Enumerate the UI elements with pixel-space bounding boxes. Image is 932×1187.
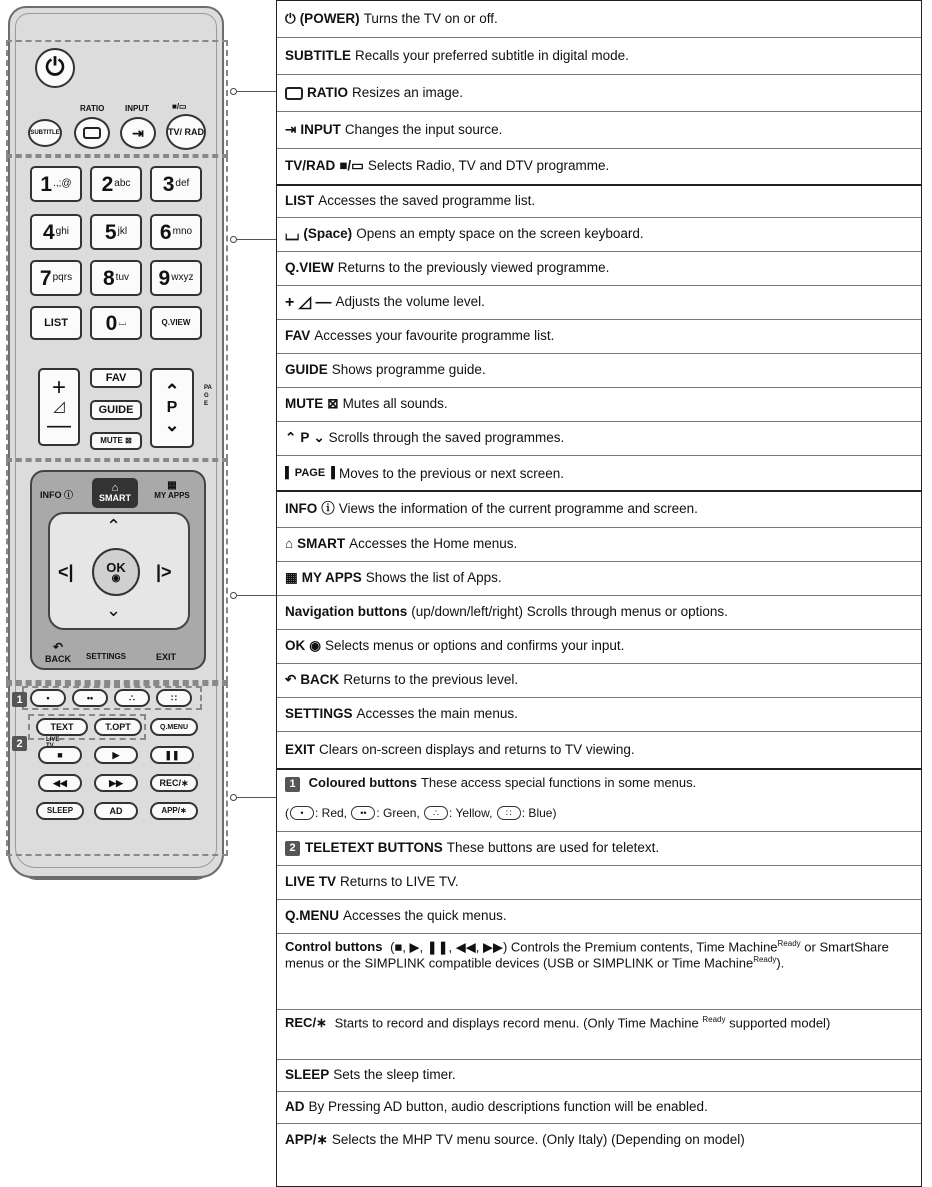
fav-button: FAV	[90, 368, 142, 388]
app-button: APP/∗	[150, 802, 198, 820]
row-tvrad: TV/RAD ■/▭ Selects Radio, TV and DTV programme.	[285, 158, 610, 174]
programme-up-icon: ⌃	[164, 381, 180, 401]
connector-line-2	[237, 239, 276, 240]
section-colour-control	[277, 770, 921, 1186]
row-subtitle: SUBTITLE Recalls your preferred subtitle in digital mode.	[277, 38, 921, 75]
space-icon: ⌴	[285, 223, 300, 244]
row-rec: REC/∗ Starts to record and displays record menu. (Only Time Machine $^{Ready}$ supported model)	[277, 1010, 921, 1060]
row-back: ↶ BACK Returns to the previous level.	[277, 664, 921, 698]
blue-button-icon: ∷	[497, 806, 521, 820]
input-label: INPUT	[125, 104, 149, 113]
text-button: TEXT	[36, 718, 88, 736]
control-symbols: (■, ▶, ❚❚, ◀◀, ▶▶)	[390, 939, 508, 955]
connector-line-4	[237, 797, 276, 798]
row-navigation: Navigation buttons (up/down/left/right) Scrolls through menus or options.	[277, 596, 921, 630]
number-button-2: 2 abc	[90, 166, 142, 202]
mute-icon: ⊠	[327, 396, 339, 412]
list-button: LIST	[30, 306, 82, 340]
input-icon: ⇥	[132, 125, 144, 141]
page-icon: ▌ PAGE ▐	[285, 467, 335, 480]
subtitle-button: SUBTITLE	[28, 119, 62, 147]
apps-grid-icon: ▦	[167, 480, 177, 491]
connector-line-3	[237, 595, 276, 596]
up-chevron-icon: ⌃	[285, 430, 297, 446]
button-description-table	[276, 0, 922, 1187]
exit-label: EXIT	[156, 652, 177, 662]
ok-dot-icon: ◉	[111, 572, 121, 584]
tv-radio-icon: ■/▭	[339, 158, 364, 174]
section-navigation	[277, 492, 921, 770]
down-chevron-icon: ⌄	[313, 430, 325, 446]
ok-dot-icon: ◉	[309, 638, 322, 654]
row-settings: SETTINGS Accesses the main menus.	[277, 698, 921, 732]
row-fav: FAV Accesses your favourite programme list.	[277, 320, 921, 354]
power-icon: ⏻	[45, 54, 65, 81]
rec-button: REC/∗	[150, 774, 198, 792]
home-icon: ⌂	[111, 482, 119, 494]
number-button-4: 4 ghi	[30, 214, 82, 250]
row-power: ⏻ (POWER) Turns the TV on or off.	[277, 1, 921, 38]
forward-button: ▶▶	[94, 774, 138, 792]
ratio-icon	[285, 87, 303, 100]
number-button-7: 7 pqrs	[30, 260, 82, 296]
connector-dot-1	[230, 88, 237, 95]
row-qmenu: Q.MENU Accesses the quick menus.	[277, 900, 921, 934]
green-button-icon: ••	[351, 806, 375, 820]
play-button: ▶	[94, 746, 138, 764]
nav-up-icon: ⌃	[106, 516, 122, 536]
row-mute: MUTE ⊠ Mutes all sounds.	[277, 388, 921, 422]
qmenu-button: Q.MENU	[150, 718, 198, 736]
topt-button: T.OPT	[94, 718, 142, 736]
rewind-button: ◀◀	[38, 774, 82, 792]
volume-icon: ◿	[53, 398, 65, 415]
row-volume: + ◿ — Adjusts the volume level.	[277, 286, 921, 320]
volume-down-icon: —	[47, 412, 71, 439]
info-label: INFO ⓘ	[40, 490, 73, 500]
apps-grid-icon: ▦	[285, 570, 298, 586]
back-arrow-icon: ↶	[285, 672, 297, 688]
remote-badge-2: 2	[12, 736, 27, 751]
ok-button: OK ◉	[92, 548, 140, 596]
number-button-0: 0 ⌴	[90, 306, 142, 340]
row-qview: Q.VIEW Returns to the previously viewed programme.	[277, 252, 921, 286]
input-icon: ⇥	[285, 121, 297, 137]
row-programme: ⌃ P ⌄ Scrolls through the saved programmes.	[277, 422, 921, 456]
tvrad-top-label: ■/▭	[172, 102, 187, 111]
smart-button: ⌂ SMART	[92, 478, 138, 508]
row-myapps: ▦ MY APPS Shows the list of Apps.	[277, 562, 921, 596]
nav-down-icon: ⌄	[106, 600, 122, 620]
row-smart: ⌂ SMART Accesses the Home menus.	[277, 528, 921, 562]
row-ad: AD By Pressing AD button, audio descriptions function will be enabled.	[277, 1092, 921, 1124]
livetv-label: LIVE	[46, 737, 60, 743]
row-list: LIST Accesses the saved programme list.	[277, 186, 921, 218]
programme-down-icon: ⌄	[164, 415, 180, 435]
row-ratio: RATIO Resizes an image.	[277, 75, 921, 112]
myapps-label: ▦ MY APPS	[150, 480, 194, 500]
number-button-9: 9 wxyz	[150, 260, 202, 296]
row-coloured: 1 Coloured buttons These access special functions in some menus. ( • : Red, •• : Green, ∴ : Yellow, ∷ : Blue)	[277, 770, 921, 832]
connector-line-1	[237, 91, 276, 92]
connector-dot-4	[230, 794, 237, 801]
number-button-1: 1 .,;@	[30, 166, 82, 202]
nav-left-icon: <|	[58, 562, 74, 582]
pause-button: ❚❚	[150, 746, 194, 764]
stop-button: ■	[38, 746, 82, 764]
row-control: Control buttons (■, ▶, ❚❚, ◀◀, ▶▶) Controls the Premium contents, Time Machine$^{Ready}$ or SmartShare menus or the SIMPLINK compatible devices (USB or SIMPLINK or Time Machine$^{Ready}$).	[277, 934, 921, 1010]
badge-1: 1	[285, 777, 300, 792]
section-power-input	[277, 1, 921, 186]
row-page: ▌ PAGE ▐ Moves to the previous or next screen.	[285, 465, 565, 481]
mute-button: MUTE ⊠	[90, 432, 142, 450]
number-button-5: 5 jkl	[90, 214, 142, 250]
row-input: ⇥ INPUT Changes the input source.	[277, 112, 921, 149]
row-sleep: SLEEP Sets the sleep timer.	[277, 1060, 921, 1092]
back-arrow-icon: ↶	[52, 640, 64, 654]
badge-2: 2	[285, 841, 300, 856]
volume-icon: + ◿ —	[285, 293, 332, 311]
volume-up-icon: +	[51, 374, 66, 401]
home-icon: ⌂	[285, 536, 294, 552]
power-icon: ⏻	[285, 10, 296, 26]
sleep-button: SLEEP	[36, 802, 84, 820]
row-space: ⌴ (Space) Opens an empty space on the screen keyboard.	[277, 218, 921, 252]
tvrad-button: TV/ RAD	[166, 114, 206, 150]
row-teletext: 2 TELETEXT BUTTONS These buttons are used for teletext.	[277, 832, 921, 866]
guide-button: GUIDE	[90, 400, 142, 420]
number-button-8: 8 tuv	[90, 260, 142, 296]
programme-label: P	[166, 399, 178, 416]
ratio-label: RATIO	[80, 104, 105, 113]
info-icon: ⓘ	[321, 501, 335, 517]
remote-badge-1: 1	[12, 692, 27, 707]
number-button-3: 3 def	[150, 166, 202, 202]
yellow-button: ∴	[114, 689, 150, 707]
blue-button: ∷	[156, 689, 192, 707]
row-info: INFO ⓘ Views the information of the current programme and screen.	[277, 492, 921, 528]
yellow-button-icon: ∴	[424, 806, 448, 820]
row-exit: EXIT Clears on-screen displays and returns to TV viewing.	[285, 741, 635, 757]
section-numbers-volume	[277, 186, 921, 492]
row-livetv: LIVE TV Returns to LIVE TV.	[277, 866, 921, 900]
row-ok: OK ◉ Selects menus or options and confirms your input.	[277, 630, 921, 664]
red-button: •	[30, 689, 66, 707]
back-button: ↶ BACK	[45, 640, 71, 664]
remote-lower-part	[0, 0, 240, 1187]
connector-dot-2	[230, 236, 237, 243]
page-label: PAGE	[204, 385, 212, 407]
row-guide: GUIDE Shows programme guide.	[277, 354, 921, 388]
row-app: APP/∗ Selects the MHP TV menu source. (Only Italy) (Depending on model)	[285, 1131, 745, 1147]
red-button-icon: •	[290, 806, 314, 820]
connector-dot-3	[230, 592, 237, 599]
nav-right-icon: |>	[156, 562, 172, 582]
ad-button: AD	[94, 802, 138, 820]
green-button: ••	[72, 689, 108, 707]
qview-button: Q.VIEW	[150, 306, 202, 340]
number-button-6: 6 mno	[150, 214, 202, 250]
settings-label: SETTINGS	[86, 652, 127, 661]
